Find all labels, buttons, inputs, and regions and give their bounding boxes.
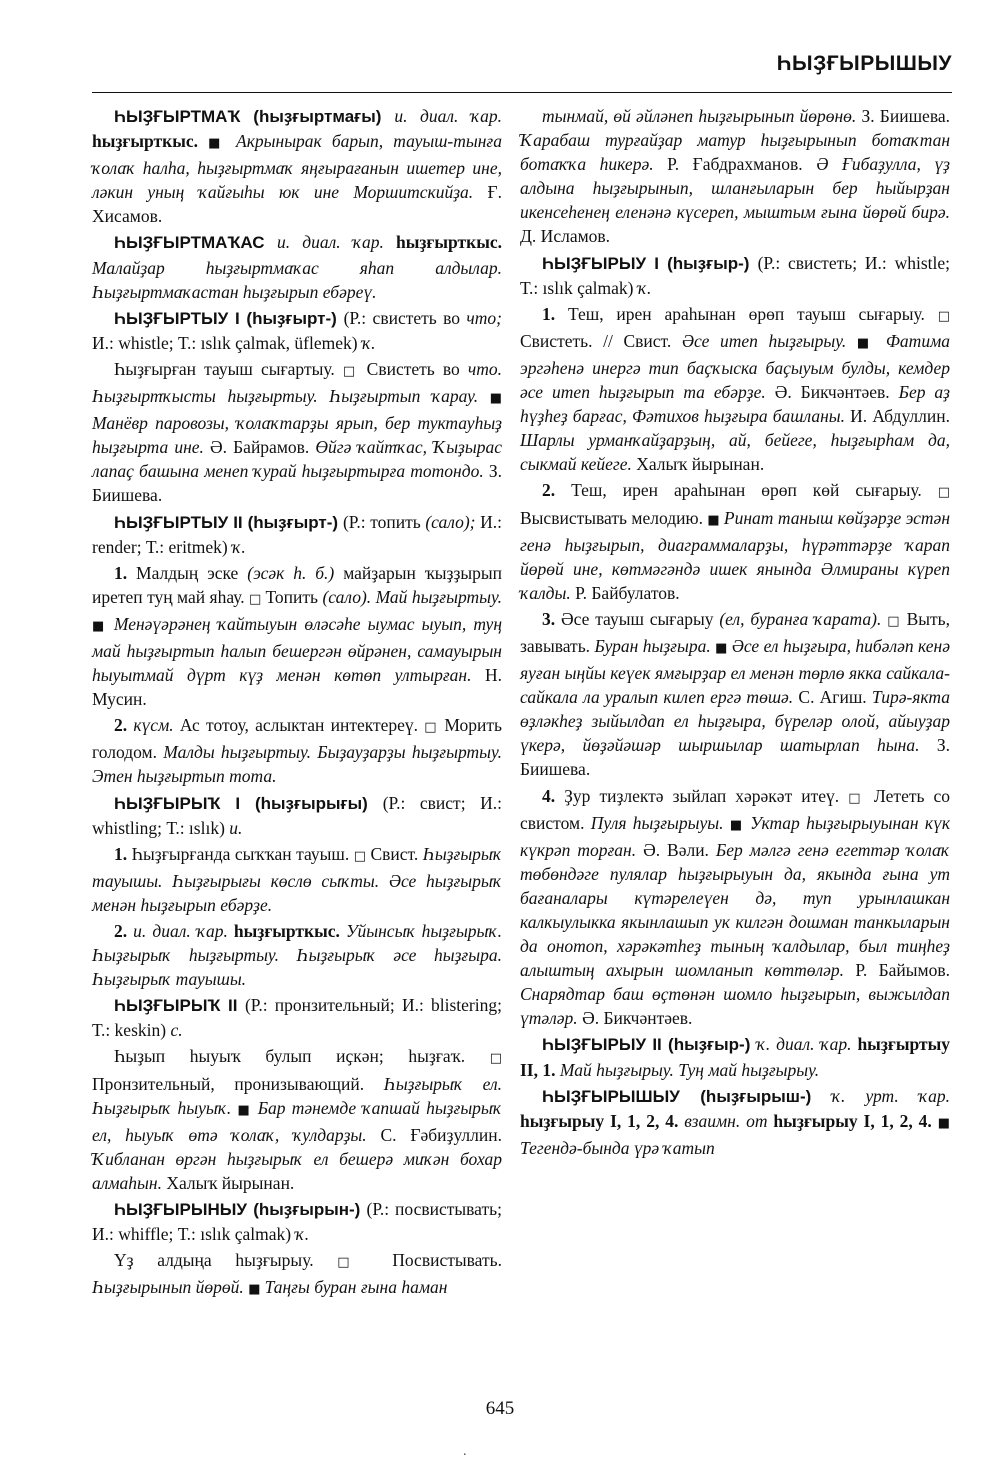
- entry-text: Ә Ғибаҙулла, үҙ алдына һыҙғырынып, шланғыларын бер һыйырҙан икенсеһенең еленәнә күсереп, мыштым ғына йөрөй бирә.: [520, 154, 951, 223]
- entry-text: Бер мәлгә генә егеттәр ҡолаҡ төбөндәге пулялар һыҙғырыуын да, якында ғына ут бағаналары күтәрелеүен дә, туп урынлашкан калкыулыкка якынлашып ук килгән дошман танкыларын да онотоп, хәрәкәтһеҙ тының ҡалдылар, был тиңһеҙ алыштың ахырын шомланып көттөләр.: [520, 839, 950, 981]
- right-paragraph: [520, 302, 950, 477]
- entry-text: Свистеть. // Свист.: [520, 330, 682, 351]
- entry-text: Һыҙғырған тауыш сығартыу.: [114, 358, 343, 379]
- entry-text: Свист.: [370, 843, 423, 864]
- left-paragraph: [92, 1044, 502, 1195]
- right-paragraph: [520, 478, 950, 604]
- entry-text: Выть, завывать.: [520, 608, 950, 656]
- running-head: ҺЫҘҒЫРЫШЫУ: [776, 52, 952, 75]
- entry-text: ҡ.: [637, 277, 652, 298]
- entry-text: Бер аҙ һүҙһеҙ барғас, Фәтихов һыҙғыра башланы.: [520, 382, 951, 427]
- entry-text: Р. Байымов.: [855, 960, 950, 981]
- entry-text: что;: [466, 307, 502, 328]
- entry-text: (сало). Май һыҙғыртыу.: [322, 586, 502, 607]
- entry-text: Һыҙып һыуыҡ булып иҫкән; һыҙғаҡ.: [114, 1046, 490, 1067]
- square-icon: ■: [856, 335, 886, 351]
- entry-text: Ә. Байрамов.: [210, 437, 316, 458]
- footer-mark: .: [463, 1444, 467, 1459]
- square-icon: ■: [208, 136, 237, 152]
- entry-text: с.: [170, 1020, 183, 1041]
- entry-text: (Р.: пронзительный; И.: blistering; Т.: keskin): [92, 995, 502, 1041]
- entry-text: майҙарын ҡыҙҙырып иретеп туң май яһау.: [92, 562, 502, 607]
- left-paragraph: [92, 1197, 502, 1246]
- right-column: [520, 104, 950, 1162]
- left-paragraph: [92, 104, 502, 228]
- entry-text: 3.: [542, 608, 561, 629]
- square-icon: ■: [715, 640, 732, 656]
- entry-text: Теш, ирен араһынан өрөп тауыш сығарыу.: [567, 303, 938, 324]
- entry-text: И. Абдуллин.: [850, 406, 950, 427]
- entry-text: Әсе итеп һыҙғырыу.: [681, 330, 857, 351]
- left-paragraph: [92, 791, 502, 840]
- entry-text: З. Биишева.: [861, 106, 950, 126]
- entry-text: Ҡарабаш турғайҙар матур һыҙғырынып ботаҡтан ботаҡҡа һикерә.: [520, 130, 950, 175]
- entry-text: 2.: [542, 480, 572, 501]
- entry-text: Һыҙғырғанда сыҡҡан тауыш.: [131, 843, 354, 864]
- right-paragraph: [520, 1032, 950, 1081]
- left-paragraph: [92, 357, 502, 508]
- entry-text: һыҙғырыу I, 1, 2, 4.: [520, 1110, 685, 1131]
- headword: ҺЫҘҒЫРЫҠ II: [114, 996, 245, 1016]
- square-icon: ■: [237, 1102, 258, 1118]
- entry-text: Высвистывать мелодию.: [520, 507, 708, 528]
- square-icon: ■: [92, 618, 114, 634]
- entry-text: һыҙғыртыу II, 1.: [520, 1034, 950, 1080]
- entry-text: и. диал. ҡар.: [277, 232, 396, 253]
- left-paragraph: [92, 993, 502, 1042]
- entry-text: Буран һыҙғыра.: [594, 635, 716, 656]
- entry-text: Ас тотоу, аслыктан интектереү.: [179, 715, 425, 736]
- entry-text: 2.: [114, 921, 134, 941]
- square-icon: □: [424, 720, 445, 736]
- entry-text: Пронзительный, пронизывающий.: [92, 1073, 384, 1094]
- headword: ҺЫҘҒЫРЫШЫУ (һыҙғырыш-): [542, 1086, 832, 1106]
- left-column: [92, 104, 502, 1304]
- entry-text: и. диал. ҡар.: [133, 921, 234, 941]
- entry-text: ҡ. урт. ҡар.: [831, 1085, 950, 1106]
- left-paragraph: [92, 561, 502, 712]
- headword: ҺЫҘҒЫРЫҠ I (һыҙғырығы): [114, 793, 383, 813]
- square-icon: □: [249, 591, 266, 607]
- entry-text: 1.: [542, 303, 568, 324]
- entry-text: (Р.: топить: [342, 511, 426, 532]
- entry-text: Р. Байбулатов.: [575, 582, 680, 603]
- square-icon: ■: [489, 391, 502, 407]
- entry-text: Малды һыҙғыртыу. Быҙауҙарҙы һыҙғыртыу. Этен һыҙғыртып тота.: [92, 742, 502, 787]
- entry-text: Тирә-якта өҙләкһеҙ зыйылдап ел һыҙғыра, бүреләр олой, айыуҙар үкерә, йөҙәйәшәр шыршылар шатырлап һына.: [520, 687, 950, 756]
- left-paragraph: [92, 713, 502, 788]
- headword: ҺЫҘҒЫРТЫУ II (һыҙғырт-): [114, 512, 343, 532]
- entry-text: Малдың эске: [136, 562, 248, 583]
- entry-text: Һыҙғырыҡ тауышы. Һыҙғырығы көслө сыҡты. Әсе һыҙғырыҡ менән һыҙғырып ебәрҙе.: [92, 843, 503, 915]
- right-paragraph: [520, 104, 950, 249]
- entry-text: (Р.: свистеть во: [343, 307, 467, 328]
- entry-text: ҡ.: [295, 1224, 310, 1245]
- entry-text: тынмай, өй әйләнеп һыҙғырынып йөрөнө.: [542, 106, 862, 126]
- headword: ҺЫҘҒЫРТМАҠАС: [114, 233, 277, 253]
- entry-text: Акрынырак барып, тауыш-тынға ҡолаҡ һалһа, һыҙғыртмаҡ яңғырағанын ишетер ине, ләкин уның ҡайғыһы юк ине Моршитскийҙа.: [92, 131, 502, 203]
- entry-text: Әсе ел һыҙғыра, һибәләп кенә яуған ыңйы кеүек ямғырҙар ел менән төрлө якка сайкала-сайкала ла уралып килеп ергә төшә.: [520, 635, 950, 708]
- left-paragraph: [92, 1248, 502, 1302]
- square-icon: ■: [729, 817, 751, 833]
- entry-text: (сало);: [425, 511, 481, 532]
- entry-text: Ҡибланан өргән һыҙғырыҡ ел бешерә миҡән бохар алмаһын.: [92, 1148, 502, 1193]
- entry-text: Өйгә ҡайтҡас, Ҡыҙырас лапаҫ башына менеп ҡурай һыҙғыртырға тотондо.: [92, 437, 502, 482]
- entry-text: Тегендә-бында үрә ҡатып: [520, 1137, 715, 1158]
- entry-text: Ә. Бикчәнтәев.: [582, 1008, 693, 1029]
- entry-text: (ел, буранға ҡарата).: [719, 608, 888, 629]
- right-paragraph: [520, 607, 950, 782]
- square-icon: ■: [707, 512, 724, 528]
- entry-text: Ә. Бикчәнтәев.: [774, 382, 899, 403]
- entry-text: Манёвр паровозы, ҡолаҡтарҙы ярып, бер туктауһыҙ һыҙғырта ине.: [92, 413, 502, 458]
- entry-text: 1.: [114, 562, 137, 583]
- entry-text: и.: [229, 817, 243, 838]
- entry-text: Снарядтар баш өҫтөнән шомло һыҙғырып, выжылдап үтәләр.: [520, 984, 950, 1029]
- entry-text: Һыҙғырыҡ ел. Һыҙғырыҡ һыуыҡ.: [92, 1073, 502, 1118]
- entry-text: Лететь со свистом.: [520, 785, 951, 833]
- entry-text: (Р.: свистеть; И.: whistle; Т.: ıslık çalmak): [520, 252, 950, 298]
- entry-text: Таңғы буран ғына һаман: [264, 1277, 448, 1298]
- entry-text: Менәүәрәнең ҡайтыуын өләсәһе ыумас ыуып, туң май һыҙғыртып һалып бешергән өйрәнен, самауырын һыуытмай дүрт күҙ менән көтөп ултырған.: [92, 613, 502, 686]
- entry-text: И.: whistle; Т.: ıslık çalmak, üflemek): [92, 332, 362, 353]
- entry-text: что. Һыҙғыртҡысты һыҙғыртыу. Һыҙғыртып ҡарау.: [92, 358, 502, 407]
- entry-text: И.: render; Т.: eritmek): [92, 511, 502, 557]
- left-paragraph: [92, 919, 502, 991]
- entry-text: Уктар һыҙғырыуынан күк күкрәп торған.: [520, 812, 951, 860]
- entry-text: Уйынсыҡ һыҙғырыҡ. Һыҙғырыҡ һыҙғыртыу. Һыҙғырыҡ әсе һыҙғыра. Һыҙғырыҡ тауышы.: [92, 921, 502, 990]
- left-paragraph: [92, 306, 502, 355]
- headword: ҺЫҘҒЫРТМАҠ (һыҙғыртмағы): [114, 107, 395, 126]
- entry-text: Свистеть во: [366, 358, 468, 379]
- left-paragraph: [92, 842, 502, 917]
- entry-text: Малайҙар һыҙғыртмаҡас яһап алдылар. Һыҙғыртмаҡастан һыҙғырып ебәреү.: [92, 257, 502, 302]
- entry-text: (эсәк һ. б.): [247, 562, 344, 583]
- entry-text: Халыҡ йырынан.: [636, 454, 765, 475]
- entry-text: Фатима эргәһенә инергә тип баҫҡыска баҫыуым булды, кемдер әсе итеп һыҙғырып та ебәрҙе.: [520, 330, 950, 403]
- entry-text: Р. Ғабдрахманов.: [667, 154, 817, 175]
- entry-text: Д. Исламов.: [520, 226, 611, 247]
- left-paragraph: [92, 230, 502, 303]
- square-icon: □: [342, 363, 367, 379]
- entry-text: күсм.: [133, 715, 180, 736]
- entry-text: Әсе тауыш сығарыу: [560, 608, 720, 629]
- square-icon: □: [937, 308, 951, 324]
- entry-text: и. диал. ҡар.: [394, 106, 502, 126]
- header-rule: [92, 92, 952, 93]
- entry-text: һыҙғырыу I, 1, 2, 4.: [773, 1110, 938, 1131]
- square-icon: □: [353, 848, 371, 864]
- headword: ҺЫҘҒЫРЫУ I (һыҙғыр-): [542, 253, 758, 273]
- entry-text: Ә. Вәли.: [643, 839, 716, 860]
- square-icon: □: [337, 1255, 393, 1271]
- entry-text: һыҙғырткыс.: [233, 921, 346, 941]
- page-number: 645: [485, 1398, 515, 1419]
- entry-text: Посвистывать.: [392, 1250, 502, 1271]
- square-icon: □: [489, 1051, 502, 1067]
- entry-text: 4.: [542, 785, 565, 806]
- square-icon: ■: [248, 1282, 265, 1298]
- entry-text: ҡ. диал. ҡар.: [756, 1034, 858, 1055]
- entry-text: Ҙур тиҙлектә зыйлап хәрәкәт итеү.: [564, 785, 849, 806]
- entry-text: ҡ.: [232, 536, 246, 557]
- right-paragraph: [520, 784, 950, 1031]
- entry-text: Май һыҙғырыу. Туң май һыҙғырыу.: [559, 1059, 820, 1080]
- entry-text: Топить: [265, 586, 323, 607]
- entry-text: ҡ.: [361, 332, 376, 353]
- entry-text: С. Агиш.: [798, 687, 872, 708]
- right-paragraph: [520, 251, 950, 300]
- entry-text: Шарлы урманҡайҙарҙың, ай, бейеге, һыҙғырһам да, сыкмай кейеге.: [520, 430, 950, 475]
- entry-text: Ринат таныш көйҙәрҙе эстән генә һыҙғырып, диаграммаларҙы, һүрәттәрҙе ҡарап йөрөй ине, көтмәгәндә ишек янында Әлмираны күреп ҡалды.: [520, 507, 951, 603]
- entry-text: Теш, ирен араһынан өрөп көй сығарыу.: [571, 480, 938, 501]
- entry-text: һыҙғырткыс.: [395, 232, 502, 253]
- headword: ҺЫҘҒЫРТЫУ I (һыҙғырт-): [114, 308, 344, 328]
- entry-text: С. Ғәбиҙуллин.: [380, 1124, 502, 1145]
- entry-text: Һыҙғырынып йөрөй.: [92, 1277, 249, 1298]
- entry-text: 2.: [114, 715, 134, 736]
- entry-text: З. Биишева.: [520, 735, 950, 780]
- entry-text: Н. Мусин.: [92, 665, 502, 710]
- entry-text: (Р.: посвистывать; И.: whiffle; Т.: ıslık çalmak): [92, 1199, 502, 1245]
- entry-text: взаимн. от: [684, 1110, 774, 1131]
- entry-text: Пуля һыҙғырыуы.: [590, 812, 730, 833]
- entry-text: (Р.: свист; И.: whistling; Т.: ıslık): [92, 792, 502, 838]
- left-paragraph: [92, 510, 502, 559]
- entry-text: Ғ. Хисамов.: [92, 182, 502, 227]
- entry-text: 1.: [114, 843, 132, 864]
- square-icon: □: [937, 485, 951, 501]
- entry-text: З. Биишева.: [92, 461, 502, 506]
- square-icon: □: [887, 613, 907, 629]
- entry-text: һыҙғырткыс.: [92, 131, 209, 152]
- entry-text: Үҙ алдыңа һыҙғырыу.: [114, 1250, 338, 1271]
- entry-text: Бар тәнемде ҡапшай һыҙғырыҡ ел, һыуыҡ өтә ҡолаҡ, ҡулдарҙы.: [92, 1097, 503, 1145]
- square-icon: □: [848, 790, 874, 806]
- entry-text: Морить голодом.: [92, 715, 503, 763]
- entry-text: Халыҡ йырынан.: [166, 1172, 295, 1193]
- right-paragraph: [520, 1084, 950, 1160]
- headword: ҺЫҘҒЫРЫУ II (һыҙғыр-): [542, 1035, 757, 1055]
- headword: ҺЫҘҒЫРЫНЫУ (һыҙғырын-): [114, 1200, 367, 1220]
- square-icon: ■: [937, 1115, 951, 1131]
